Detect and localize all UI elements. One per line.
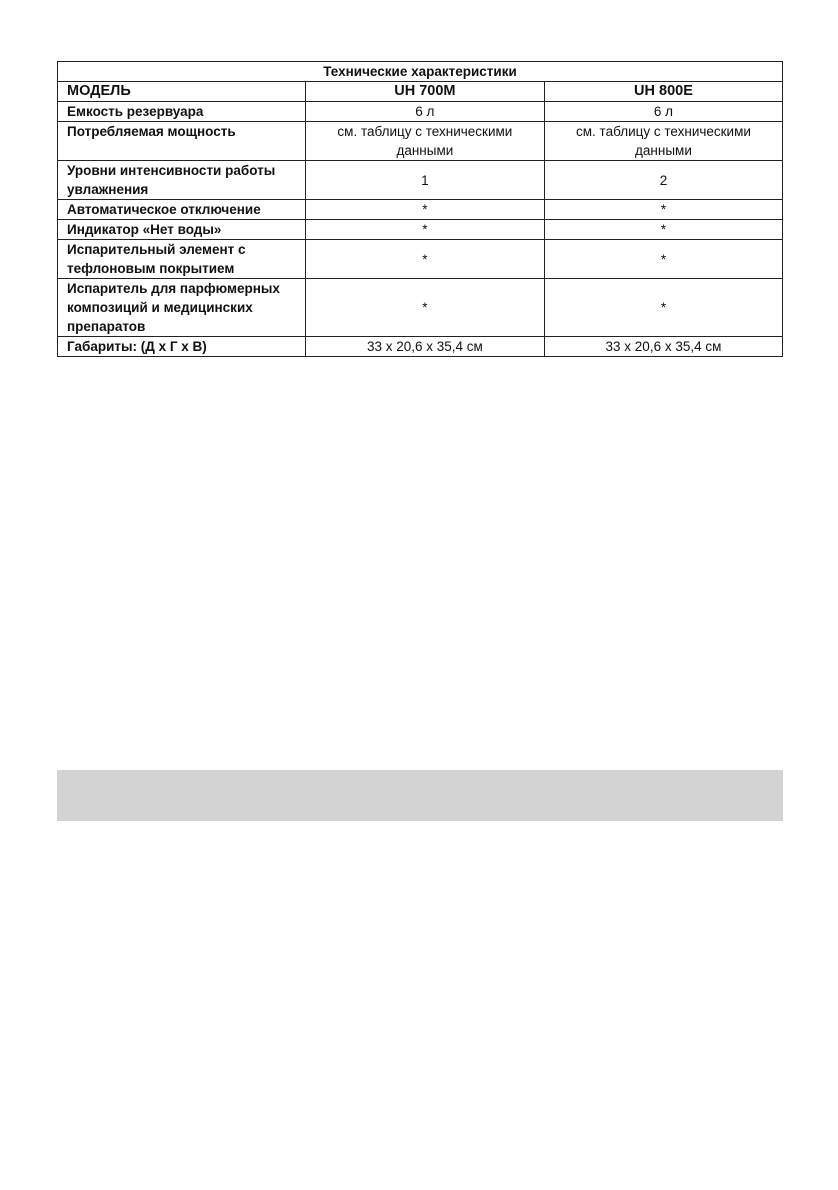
row-value-b: 6 л bbox=[544, 102, 782, 122]
row-value-b: 2 bbox=[544, 161, 782, 200]
table-title-row bbox=[58, 62, 783, 82]
row-label-intensity-levels: Уровни интенсивности работы увлажнения bbox=[58, 161, 306, 200]
table-title: Технические характеристики bbox=[58, 62, 783, 82]
table-row bbox=[58, 240, 783, 279]
row-value-a: * bbox=[305, 200, 544, 220]
row-value-b: * bbox=[544, 200, 782, 220]
gray-section-band bbox=[57, 770, 783, 821]
specifications-table bbox=[57, 61, 783, 357]
table-header-row bbox=[58, 82, 783, 102]
table-row bbox=[58, 200, 783, 220]
row-value-a: 6 л bbox=[305, 102, 544, 122]
row-label-teflon-evaporator: Испарительный элемент с тефлоновым покрытием bbox=[58, 240, 306, 279]
table-row bbox=[58, 279, 783, 337]
row-label-dimensions: Габариты: (Д x Г x В) bbox=[58, 337, 306, 357]
row-value-a: * bbox=[305, 220, 544, 240]
row-value-a: см. таблицу с техническими данными bbox=[305, 122, 544, 161]
row-value-b: * bbox=[544, 279, 782, 337]
row-value-b: 33 x 20,6 x 35,4 см bbox=[544, 337, 782, 357]
table-row bbox=[58, 161, 783, 200]
row-value-a: * bbox=[305, 279, 544, 337]
row-label-power-consumption: Потребляемая мощность bbox=[58, 122, 306, 161]
header-model-label: МОДЕЛЬ bbox=[58, 82, 306, 102]
table-row bbox=[58, 220, 783, 240]
table-row bbox=[58, 122, 783, 161]
table-row bbox=[58, 102, 783, 122]
row-value-b: * bbox=[544, 240, 782, 279]
row-value-b: см. таблицу с техническими данными bbox=[544, 122, 782, 161]
row-value-a: 1 bbox=[305, 161, 544, 200]
row-value-a: 33 x 20,6 x 35,4 см bbox=[305, 337, 544, 357]
row-label-auto-shutoff: Автоматическое отключение bbox=[58, 200, 306, 220]
row-label-no-water-indicator: Индикатор «Нет воды» bbox=[58, 220, 306, 240]
row-label-tank-capacity: Емкость резервуара bbox=[58, 102, 306, 122]
header-model-uh700m: UH 700M bbox=[305, 82, 544, 102]
row-value-a: * bbox=[305, 240, 544, 279]
table-row bbox=[58, 337, 783, 357]
row-label-aroma-evaporator: Испаритель для парфюмерных композиций и медицинских препаратов bbox=[58, 279, 306, 337]
row-value-b: * bbox=[544, 220, 782, 240]
header-model-uh800e: UH 800E bbox=[544, 82, 782, 102]
